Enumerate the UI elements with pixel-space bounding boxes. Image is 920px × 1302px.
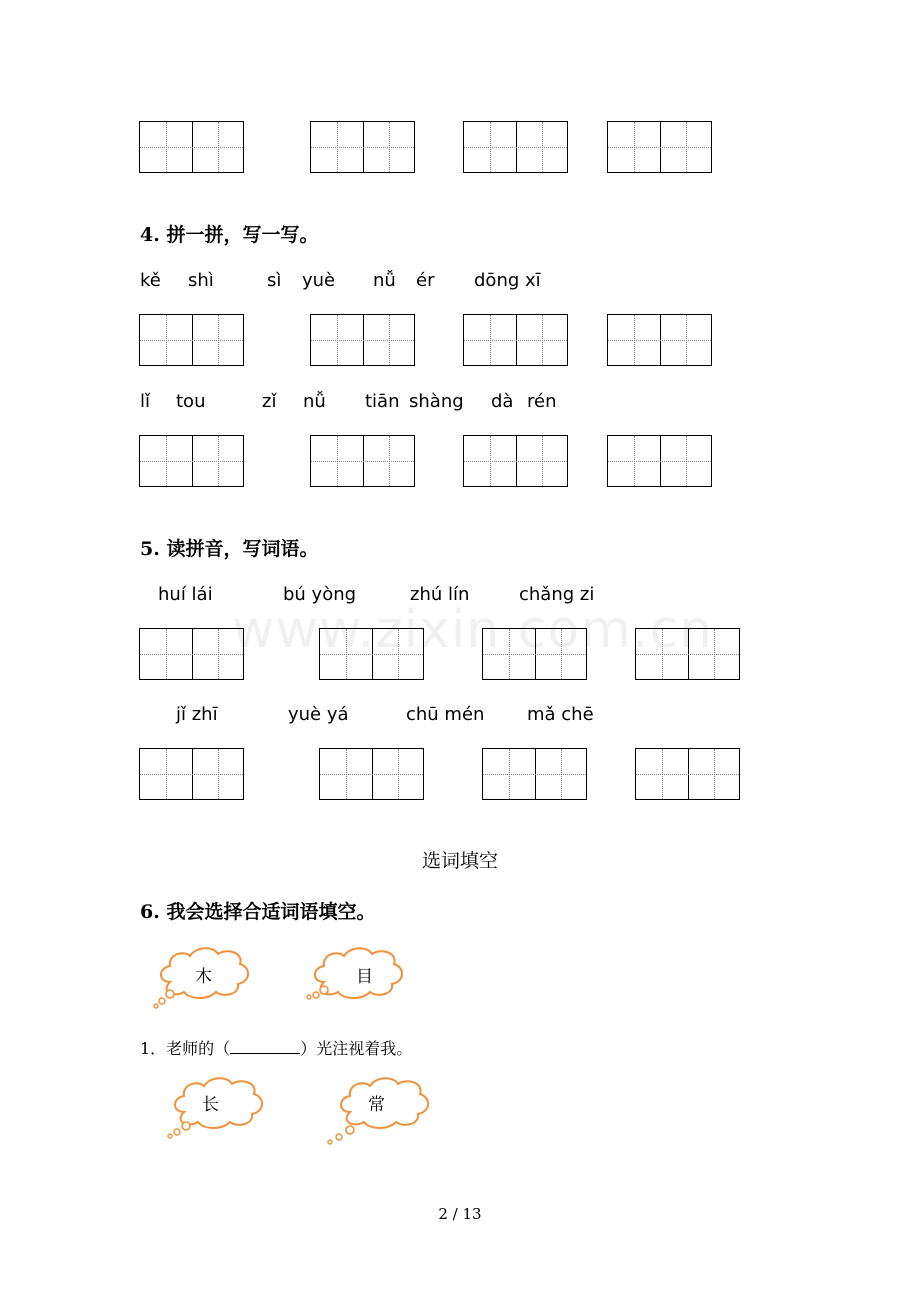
writing-grid[interactable] [139, 314, 244, 366]
pinyin: kě [140, 270, 161, 291]
question-5-heading: 5. 读拼音，写词语。 [140, 538, 319, 560]
pinyin: ér [416, 270, 435, 291]
cloud-word: 长 [202, 1095, 219, 1115]
pinyin: lǐ [140, 391, 151, 412]
writing-grid[interactable] [139, 628, 244, 680]
pinyin-word: yuè yá [288, 704, 349, 725]
pinyin-word: bú yòng [283, 584, 357, 605]
writing-grid[interactable] [463, 314, 568, 366]
pinyin-word: chū mén [406, 704, 485, 725]
pinyin: nǚ [303, 391, 326, 412]
pinyin-word: jǐ zhī [176, 704, 218, 725]
pinyin: xī [525, 270, 541, 291]
writing-grid[interactable] [463, 121, 568, 173]
pinyin: zǐ [262, 391, 277, 412]
writing-grid[interactable] [635, 748, 740, 800]
writing-grid[interactable] [319, 748, 424, 800]
sentence-end: ）光注视着我。 [300, 1039, 413, 1058]
writing-grid[interactable] [139, 121, 244, 173]
pinyin: sì [267, 270, 282, 291]
writing-grid[interactable] [607, 314, 712, 366]
writing-grid[interactable] [139, 748, 244, 800]
pinyin: rén [527, 391, 557, 412]
pinyin: yuè [302, 270, 336, 291]
writing-grid[interactable] [319, 628, 424, 680]
writing-grid[interactable] [607, 121, 712, 173]
writing-grid[interactable] [139, 435, 244, 487]
page-number: 2 / 13 [438, 1205, 482, 1223]
cloud-word: 常 [368, 1095, 385, 1115]
pinyin-word: chǎng zi [519, 584, 595, 605]
writing-grid[interactable] [310, 314, 415, 366]
answer-blank[interactable] [230, 1039, 300, 1054]
writing-grid[interactable] [482, 748, 587, 800]
section-title: 选词填空 [421, 850, 498, 872]
writing-grid[interactable] [310, 121, 415, 173]
pinyin: tou [176, 391, 206, 412]
writing-grid[interactable] [607, 435, 712, 487]
sentence-start: 1．老师的（ [140, 1039, 231, 1058]
pinyin-word: huí lái [158, 584, 213, 605]
question-6-heading: 6. 我会选择合适词语填空。 [140, 901, 376, 923]
pinyin: dōng [474, 270, 520, 291]
cloud-word: 木 [195, 967, 212, 987]
pinyin: dà [491, 391, 514, 412]
pinyin-word: zhú lín [410, 584, 470, 605]
pinyin: shàng [409, 391, 464, 412]
pinyin: nǚ [373, 270, 396, 291]
pinyin: tiān [365, 391, 400, 412]
cloud-word: 目 [356, 967, 373, 987]
fill-blank-sentence [140, 1036, 412, 1059]
watermark: www.zixin.com.cn [232, 600, 713, 660]
writing-grid[interactable] [482, 628, 587, 680]
writing-grid[interactable] [463, 435, 568, 487]
writing-grid[interactable] [310, 435, 415, 487]
pinyin-word: mǎ chē [527, 704, 594, 725]
question-4-heading: 4. 拼一拼，写一写。 [140, 224, 319, 246]
pinyin: shì [188, 270, 214, 291]
writing-grid[interactable] [635, 628, 740, 680]
